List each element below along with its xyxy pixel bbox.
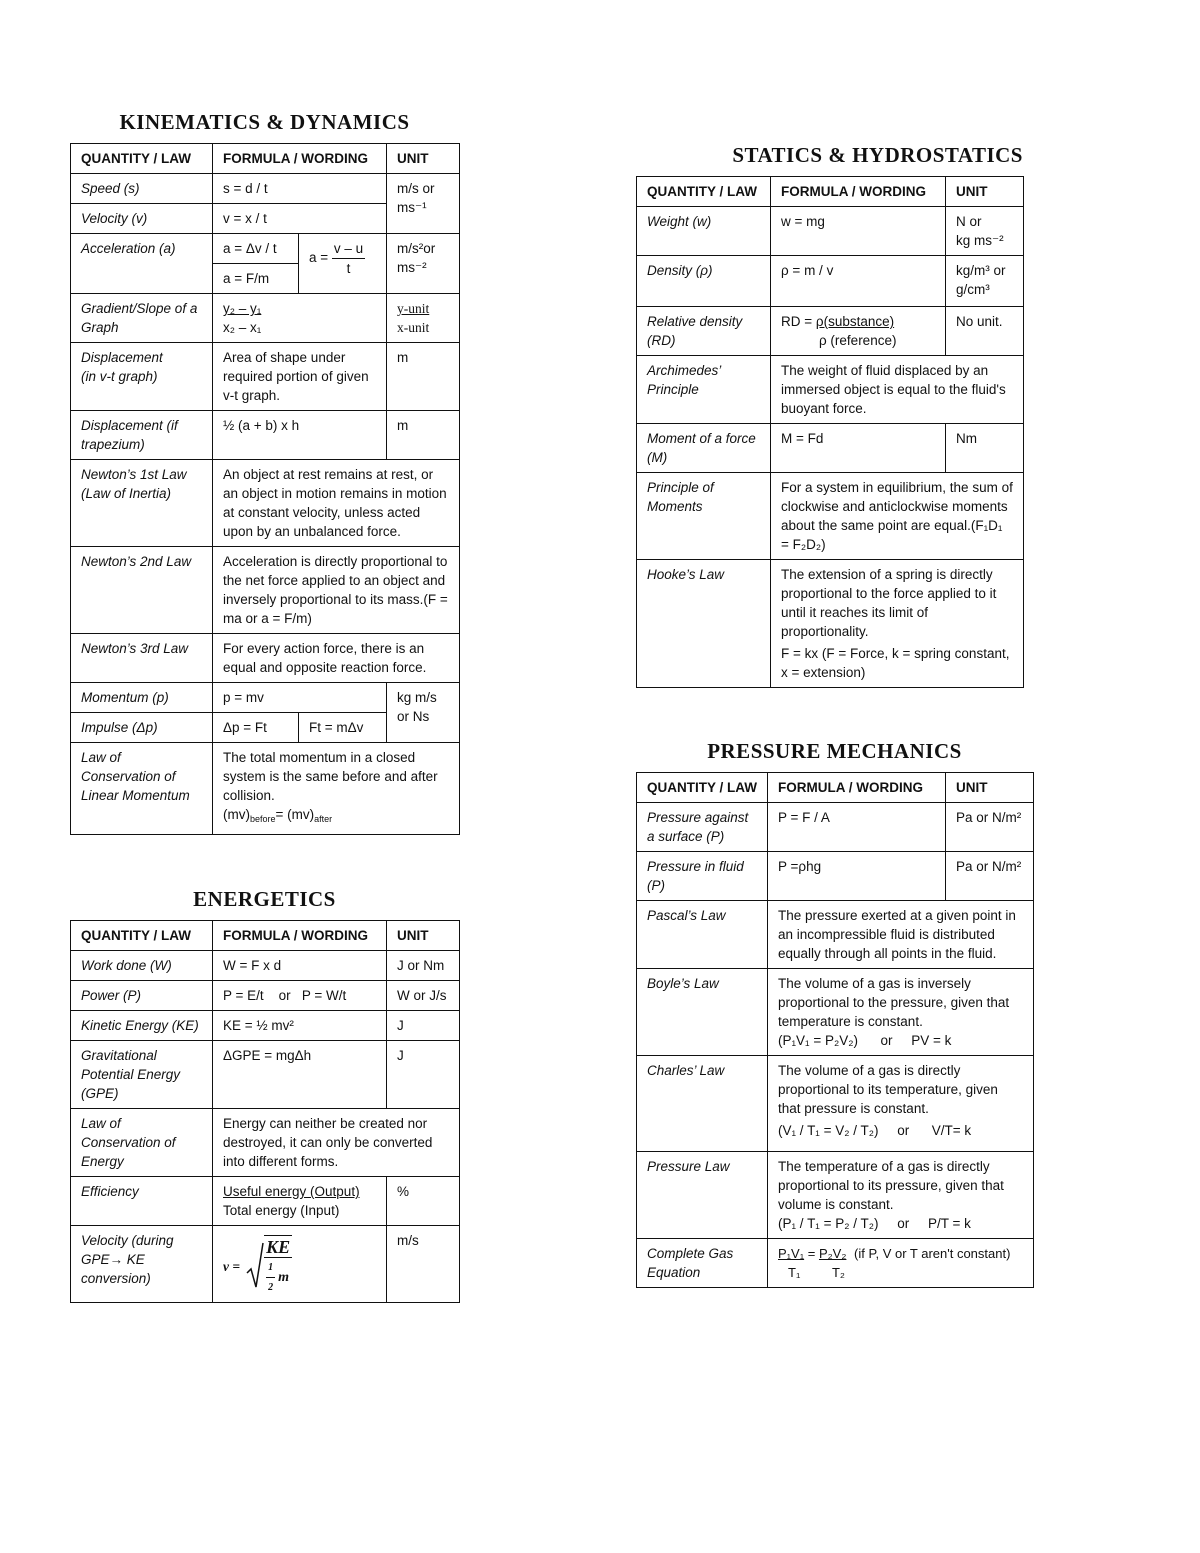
quantity-cell: Newton’s 2nd Law: [71, 547, 213, 634]
kinematics-title: KINEMATICS & DYNAMICS: [119, 110, 410, 134]
table-row: [71, 411, 460, 460]
formula-cell: Area of shape under required portion of given v-t graph.: [213, 343, 387, 411]
formula-cell: [768, 1152, 1034, 1239]
formula-cell: For every action force, there is an equal and opposite reaction force.: [213, 634, 460, 683]
formula-cell: a = F/m: [213, 264, 299, 294]
quantity-cell: Newton’s 1st Law (Law of Inertia): [71, 460, 213, 547]
table-header-row: [637, 177, 1024, 207]
formula-text: The volume of a gas is inversely proportional to the pressure, given that temperature is constant.: [778, 976, 1010, 1029]
quantity-line: (in v-t graph): [81, 369, 158, 384]
table-row: [637, 1152, 1034, 1239]
unit-cell: m: [387, 411, 460, 460]
mass-symbol: m: [278, 1270, 289, 1285]
unit-cell: J or Nm: [387, 951, 460, 981]
table-row: [71, 1041, 460, 1109]
unit-cell: [387, 294, 460, 343]
formula-cell: [771, 560, 1024, 688]
table-header-row: [71, 144, 460, 174]
formula-cell: The pressure exerted at a given point in an incompressible fluid is distributed equally through all points in the fluid.: [768, 901, 1034, 969]
formula-prefix: RD =: [781, 314, 813, 329]
table-row: [637, 969, 1034, 1056]
formula-equation: (P₁V₁ = P₂V₂) or PV = k: [778, 1033, 952, 1048]
formula-cell: s = d / t: [213, 174, 387, 204]
kinematics-section: [70, 110, 459, 835]
table-row: [71, 981, 460, 1011]
formula-lhs: v =: [223, 1258, 241, 1274]
quantity-cell: Velocity (v): [71, 204, 213, 234]
table-row: [637, 901, 1034, 969]
denominator: Total energy (Input): [223, 1203, 340, 1218]
quantity-cell: Speed (s): [71, 174, 213, 204]
formula-text: The temperature of a gas is directly proportional to its pressure, given that volume is constant.: [778, 1159, 1004, 1212]
formula-note: (if P, V or T aren't constant): [854, 1246, 1011, 1261]
table-row: [71, 460, 460, 547]
quantity-cell: Impulse (Δp): [71, 713, 213, 743]
table-row: [71, 547, 460, 634]
quantity-cell: Law of Conservation of Linear Momentum: [71, 743, 213, 835]
header-unit: UNIT: [387, 921, 460, 951]
table-row: [71, 234, 460, 264]
quantity-cell: Gravitational Potential Energy (GPE): [71, 1041, 213, 1109]
quantity-cell: Weight (w): [637, 207, 771, 256]
energetics-title: ENERGETICS: [193, 887, 336, 911]
table-row: [637, 1239, 1034, 1288]
formula-cell: [213, 294, 387, 343]
numerator: KE: [266, 1237, 291, 1257]
pressure-table: [636, 772, 1034, 1288]
unit-cell: m/s or ms⁻¹: [387, 174, 460, 234]
header-formula: FORMULA / WORDING: [768, 773, 946, 803]
statics-section: [636, 143, 1023, 688]
header-formula: FORMULA / WORDING: [771, 177, 946, 207]
kinematics-table: [70, 143, 460, 835]
energetics-section: [70, 887, 459, 1303]
table-row: [71, 634, 460, 683]
formula-cell: P =ρhg: [768, 852, 946, 901]
formula-cell: M = Fd: [771, 424, 946, 473]
equals-sign: =: [807, 1246, 816, 1261]
quantity-cell: Relative density (RD): [637, 307, 771, 356]
eq-subscript: after: [314, 814, 333, 824]
quantity-cell: Principle of Moments: [637, 473, 771, 560]
quantity-cell: Pascal’s Law: [637, 901, 768, 969]
fraction: [332, 239, 365, 278]
quantity-cell: [71, 343, 213, 411]
quantity-cell: Complete Gas Equation: [637, 1239, 768, 1288]
velocity-formula: [223, 1235, 292, 1297]
formula-text: The extension of a spring is directly proportional to the force applied to it until it reaches its limit of proportionality.: [781, 567, 997, 639]
half-fraction: [266, 1258, 275, 1297]
formula-cell: p = mv: [213, 683, 387, 713]
formula-prefix: a =: [309, 250, 329, 266]
statics-table: [636, 176, 1024, 688]
pressure-section: [636, 739, 1033, 1288]
formula-equation: [223, 807, 332, 822]
quantity-cell: Gradient/Slope of a Graph: [71, 294, 213, 343]
formula-cell: W = F x d: [213, 951, 387, 981]
formula-cell: [768, 969, 1034, 1056]
header-quantity: QUANTITY / LAW: [637, 773, 768, 803]
numerator: y-unit: [397, 301, 430, 316]
numerator: P₂V₂: [818, 1246, 847, 1261]
header-unit: UNIT: [946, 773, 1034, 803]
unit-cell: kg m/s or Ns: [387, 683, 460, 743]
table-row: [71, 743, 460, 835]
unit-cell: J: [387, 1011, 460, 1041]
formula-cell: [299, 234, 387, 294]
formula-cell: KE = ½ mv²: [213, 1011, 387, 1041]
formula-cell: [768, 1056, 1034, 1152]
formula-text: The volume of a gas is directly proportional to its temperature, given that pressure is constant.: [778, 1063, 998, 1116]
denominator: T₁: [788, 1265, 801, 1280]
table-row: [637, 307, 1024, 356]
formula-cell: [768, 1239, 1034, 1288]
quantity-cell: Pressure Law: [637, 1152, 768, 1239]
formula-cell: a = Δv / t: [213, 234, 299, 264]
table-row: [71, 1011, 460, 1041]
header-quantity: QUANTITY / LAW: [71, 921, 213, 951]
quantity-cell: Charles’ Law: [637, 1056, 768, 1152]
unit-cell: m/s: [387, 1226, 460, 1303]
table-row: [637, 424, 1024, 473]
quantity-cell: Moment of a force (M): [637, 424, 771, 473]
quantity-cell: Momentum (p): [71, 683, 213, 713]
quantity-cell: Pressure against a surface (P): [637, 803, 768, 852]
table-row: [637, 852, 1034, 901]
denominator: t: [346, 261, 351, 276]
denominator: T₂: [831, 1265, 845, 1280]
denominator: 2: [268, 1282, 274, 1293]
numerator: Useful energy (Output): [223, 1184, 360, 1199]
quantity-line: Displacement: [81, 350, 163, 365]
formula-cell: [213, 1226, 387, 1303]
header-quantity: QUANTITY / LAW: [71, 144, 213, 174]
formula-cell: P = E/t or P = W/t: [213, 981, 387, 1011]
formula-cell: The weight of fluid displaced by an immersed object is equal to the fluid's buoyant force.: [771, 356, 1024, 424]
formula-cell: Energy can neither be created nor destroyed, it can only be converted into different forms.: [213, 1109, 460, 1177]
header-quantity: QUANTITY / LAW: [637, 177, 771, 207]
quantity-cell: Work done (W): [71, 951, 213, 981]
unit-cell: Nm: [946, 424, 1024, 473]
table-row: [637, 356, 1024, 424]
header-formula: FORMULA / WORDING: [213, 921, 387, 951]
formula-cell: v = x / t: [213, 204, 387, 234]
formula-text: The total momentum in a closed system is the same before and after collision.: [223, 750, 438, 803]
formula-cell: ΔGPE = mgΔh: [213, 1041, 387, 1109]
formula-equation: (P₁ / T₁ = P₂ / T₂) or P/T = k: [778, 1216, 971, 1231]
formula-cell: ρ = m / v: [771, 256, 946, 307]
table-header-row: [637, 773, 1034, 803]
unit-line: kg ms⁻²: [956, 233, 1004, 248]
formula-cell: [213, 743, 460, 835]
header-unit: UNIT: [946, 177, 1024, 207]
unit-cell: No unit.: [946, 307, 1024, 356]
formula-cell: w = mg: [771, 207, 946, 256]
unit-cell: m: [387, 343, 460, 411]
table-row: [71, 294, 460, 343]
formula-cell: An object at rest remains at rest, or an object in motion remains in motion at constant velocity, unless acted upon by an unbalanced force.: [213, 460, 460, 547]
numerator: 1: [266, 1258, 275, 1278]
unit-cell: kg/m³ or g/cm³: [946, 256, 1024, 307]
formula-equation: F = kx (F = Force, k = spring constant, x = extension): [781, 646, 1010, 680]
formula-cell: For a system in equilibrium, the sum of clockwise and anticlockwise moments about the same point are equal.(F₁D₁ = F₂D₂): [771, 473, 1024, 560]
quantity-cell: Density (ρ): [637, 256, 771, 307]
formula-cell: Acceleration is directly proportional to the net force applied to an object and inversely proportional to its mass.(F = ma or a = F/m): [213, 547, 460, 634]
table-row: [637, 803, 1034, 852]
table-header-row: [71, 921, 460, 951]
denominator: [264, 1258, 292, 1297]
quantity-cell: Law of Conservation of Energy: [71, 1109, 213, 1177]
quantity-cell: Boyle’s Law: [637, 969, 768, 1056]
table-row: [637, 560, 1024, 688]
header-unit: UNIT: [387, 144, 460, 174]
quantity-cell: Displacement (if trapezium): [71, 411, 213, 460]
table-row: [71, 951, 460, 981]
eq-part: = (mv): [275, 807, 315, 822]
unit-cell: Pa or N/m²: [946, 803, 1034, 852]
quantity-cell: Newton’s 3rd Law: [71, 634, 213, 683]
formula-cell: ½ (a + b) x h: [213, 411, 387, 460]
quantity-cell: Hooke’s Law: [637, 560, 771, 688]
quantity-cell: Archimedes’ Principle: [637, 356, 771, 424]
table-row: [71, 174, 460, 204]
table-row: [71, 1226, 460, 1303]
numerator: v – u: [332, 239, 365, 259]
table-row: [71, 1109, 460, 1177]
formula-cell: P = F / A: [768, 803, 946, 852]
table-row: [71, 683, 460, 713]
quantity-cell: Velocity (during GPE→ KE conversion): [71, 1226, 213, 1303]
table-row: [637, 207, 1024, 256]
formula-cell: [771, 307, 946, 356]
statics-title: STATICS & HYDROSTATICS: [732, 143, 1023, 167]
header-formula: FORMULA / WORDING: [213, 144, 387, 174]
formula-cell: [213, 1177, 387, 1226]
eq-part: (mv): [223, 807, 250, 822]
energetics-table: [70, 920, 460, 1303]
denominator: ρ (reference): [819, 333, 897, 348]
unit-cell: W or J/s: [387, 981, 460, 1011]
table-row: [637, 473, 1024, 560]
pressure-title: PRESSURE MECHANICS: [707, 739, 962, 763]
unit-cell: Pa or N/m²: [946, 852, 1034, 901]
formula-equation: (V₁ / T₁ = V₂ / T₂) or V/T= k: [778, 1123, 972, 1138]
square-root-icon: [246, 1241, 264, 1291]
table-row: [637, 1056, 1034, 1152]
table-row: [637, 256, 1024, 307]
unit-cell: m/s²or ms⁻²: [387, 234, 460, 294]
denominator: x-unit: [397, 320, 430, 335]
unit-cell: %: [387, 1177, 460, 1226]
unit-cell: [946, 207, 1024, 256]
unit-cell: J: [387, 1041, 460, 1109]
table-row: [71, 343, 460, 411]
quantity-cell: Acceleration (a): [71, 234, 213, 294]
numerator: P₁V₁: [778, 1246, 805, 1261]
quantity-cell: Kinetic Energy (KE): [71, 1011, 213, 1041]
quantity-cell: Pressure in fluid (P): [637, 852, 768, 901]
eq-subscript: before: [250, 814, 276, 824]
numerator: ρ(substance): [815, 314, 895, 329]
formula-cell: Ft = mΔv: [299, 713, 387, 743]
formula-cell: Δp = Ft: [213, 713, 299, 743]
fraction: [264, 1235, 292, 1297]
quantity-cell: Power (P): [71, 981, 213, 1011]
table-row: [71, 1177, 460, 1226]
unit-line: N or: [956, 214, 982, 229]
numerator: y₂ – y₁: [223, 301, 262, 316]
denominator: x₂ – x₁: [223, 320, 262, 335]
quantity-cell: Efficiency: [71, 1177, 213, 1226]
